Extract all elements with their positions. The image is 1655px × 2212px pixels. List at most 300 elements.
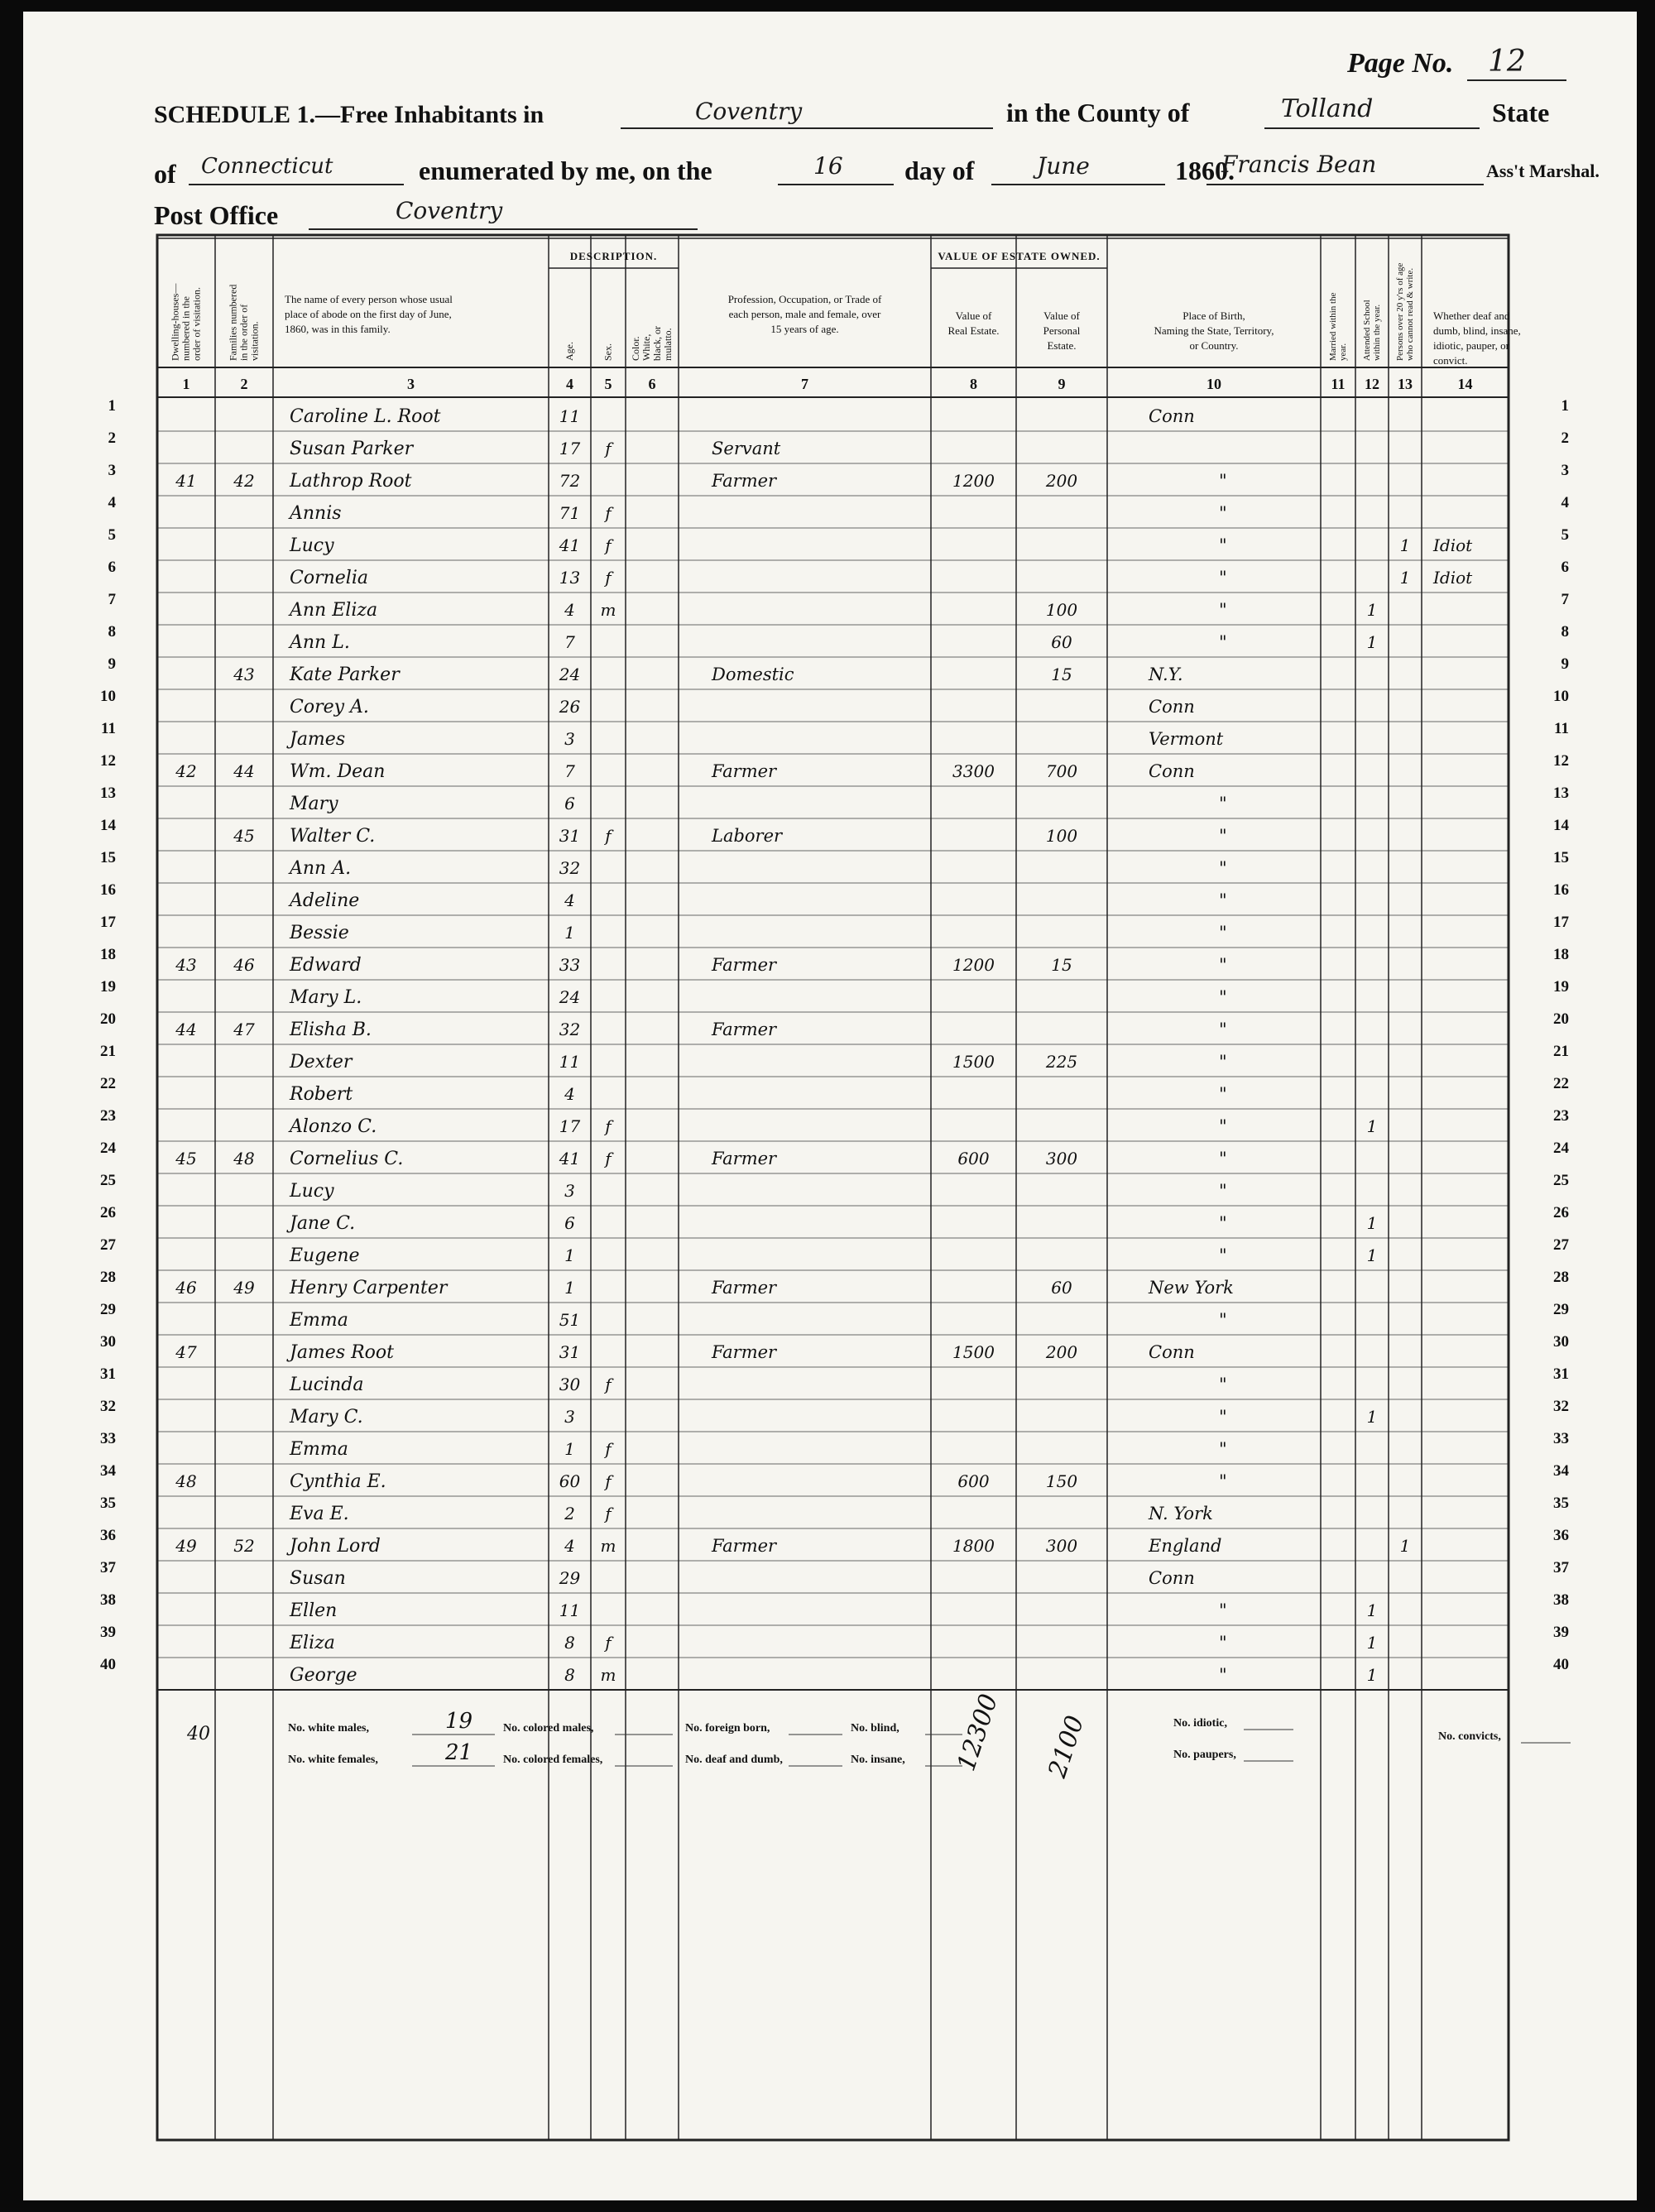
row-number-right: 37 bbox=[1553, 1559, 1569, 1576]
column-number-8: 8 bbox=[970, 376, 977, 392]
cell-birth: Conn bbox=[1149, 1568, 1195, 1588]
cell-age: 29 bbox=[559, 1568, 581, 1588]
row-number-left: 8 bbox=[108, 623, 116, 641]
row-number-left: 36 bbox=[100, 1527, 116, 1544]
row-number-left: 10 bbox=[100, 688, 116, 705]
column-number-4: 4 bbox=[566, 376, 573, 392]
page-number: 12 bbox=[1488, 45, 1526, 79]
table-row bbox=[289, 923, 1227, 943]
cell-sex: f bbox=[605, 568, 612, 588]
cell-age: 24 bbox=[559, 665, 581, 684]
cell-name: Mary C. bbox=[290, 1407, 363, 1427]
table-row bbox=[288, 632, 1377, 653]
cell-pers: 60 bbox=[1051, 1278, 1072, 1298]
row-number-right: 6 bbox=[1561, 559, 1569, 576]
column-header-5: Sex. bbox=[602, 343, 614, 361]
cell-dwell: 48 bbox=[175, 1471, 197, 1491]
town-value: Coventry bbox=[695, 98, 803, 125]
column-header-6: mulatto. bbox=[661, 328, 674, 361]
row-number-left: 12 bbox=[100, 752, 116, 770]
table-row bbox=[289, 1633, 1377, 1653]
cell-age: 11 bbox=[559, 1600, 581, 1620]
cell-cond: Idiot bbox=[1433, 535, 1473, 555]
footer-white-males: 19 bbox=[445, 1709, 473, 1734]
of-label: of bbox=[154, 159, 176, 189]
cell-name: Mary L. bbox=[290, 987, 362, 1008]
column-header-9: Estate. bbox=[1047, 339, 1077, 352]
cell-age: 6 bbox=[564, 794, 575, 813]
column-header-6: Color. bbox=[629, 336, 641, 361]
cell-birth: " bbox=[1219, 568, 1227, 588]
cell-sex: f bbox=[605, 1633, 612, 1653]
row-number-right: 14 bbox=[1553, 817, 1569, 834]
row-number-left: 11 bbox=[101, 720, 116, 737]
cell-age: 11 bbox=[559, 1052, 581, 1072]
cell-age: 32 bbox=[559, 1020, 581, 1039]
cell-school: 1 bbox=[1366, 1116, 1378, 1136]
cell-age: 31 bbox=[559, 1342, 581, 1362]
cell-name: Jane C. bbox=[290, 1213, 356, 1234]
cell-occ: Farmer bbox=[712, 955, 777, 975]
cell-birth: N.Y. bbox=[1149, 665, 1183, 684]
cell-birth: Conn bbox=[1149, 1342, 1195, 1362]
cell-name: Cornelius C. bbox=[290, 1149, 404, 1169]
cell-age: 3 bbox=[564, 729, 575, 749]
row-number-right: 26 bbox=[1553, 1204, 1569, 1221]
column-number-11: 11 bbox=[1331, 376, 1346, 392]
column-number-7: 7 bbox=[801, 376, 808, 392]
cell-name: Susan Parker bbox=[290, 439, 414, 459]
cell-name: Bessie bbox=[290, 923, 349, 943]
table-row bbox=[288, 890, 1227, 911]
cell-age: 31 bbox=[559, 826, 581, 846]
cell-sex: f bbox=[605, 1439, 612, 1459]
column-header-13: who cannot read & write. bbox=[1405, 267, 1415, 361]
cell-pers: 60 bbox=[1051, 632, 1072, 652]
cell-birth: " bbox=[1219, 632, 1227, 652]
cell-sex: f bbox=[605, 1149, 612, 1168]
table-row bbox=[289, 1504, 1213, 1524]
cell-pers: 200 bbox=[1045, 471, 1078, 491]
cell-name: Wm. Dean bbox=[290, 761, 386, 782]
cell-sex: m bbox=[600, 1536, 616, 1556]
cell-real: 1500 bbox=[952, 1052, 995, 1072]
cell-fam: 52 bbox=[233, 1536, 255, 1556]
row-number-left: 13 bbox=[100, 785, 116, 802]
column-header-14: idiotic, pauper, or bbox=[1433, 339, 1509, 352]
cell-age: 11 bbox=[559, 406, 581, 426]
footer-white-males-label: No. white males, bbox=[288, 1722, 369, 1735]
cell-occ: Laborer bbox=[712, 826, 783, 846]
cell-birth: " bbox=[1219, 923, 1227, 943]
row-number-right: 5 bbox=[1561, 526, 1569, 544]
cell-age: 1 bbox=[564, 1278, 575, 1298]
row-number-left: 6 bbox=[108, 559, 116, 576]
row-number-left: 9 bbox=[108, 655, 116, 673]
table-row bbox=[288, 600, 1377, 621]
column-header-13: Persons over 20 y'rs of age bbox=[1395, 262, 1405, 361]
cell-age: 7 bbox=[564, 632, 575, 652]
row-number-right: 8 bbox=[1561, 623, 1569, 641]
footer-personal-estate-total: 2100 bbox=[1043, 1712, 1091, 1782]
cell-name: Walter C. bbox=[290, 826, 376, 847]
row-number-left: 14 bbox=[100, 817, 116, 834]
cell-real: 3300 bbox=[952, 761, 995, 781]
cell-occ: Domestic bbox=[712, 665, 794, 684]
column-header-9: Personal bbox=[1043, 324, 1081, 337]
cell-occ: Farmer bbox=[712, 761, 777, 781]
cell-age: 72 bbox=[559, 471, 581, 491]
table-row bbox=[175, 1278, 1234, 1298]
column-header-2: Families numbered bbox=[227, 284, 239, 361]
cell-birth: " bbox=[1219, 1439, 1227, 1459]
row-number-left: 7 bbox=[108, 591, 116, 608]
footer-idiotic-label: No. idiotic, bbox=[1173, 1717, 1227, 1730]
column-number-1: 1 bbox=[182, 376, 190, 392]
column-header-14: convict. bbox=[1433, 354, 1468, 367]
table-row bbox=[175, 1020, 1226, 1040]
row-number-left: 22 bbox=[100, 1075, 116, 1092]
cell-pers: 300 bbox=[1045, 1149, 1078, 1168]
value-estate-header: VALUE OF ESTATE OWNED. bbox=[938, 250, 1101, 262]
cell-age: 41 bbox=[559, 535, 581, 555]
cell-name: Lucy bbox=[290, 535, 334, 556]
column-number-6: 6 bbox=[648, 376, 656, 392]
cell-birth: Conn bbox=[1149, 697, 1195, 717]
row-number-left: 32 bbox=[100, 1398, 116, 1415]
row-number-right: 33 bbox=[1553, 1430, 1569, 1447]
cell-name: Dexter bbox=[290, 1052, 353, 1072]
cell-age: 4 bbox=[564, 1536, 575, 1556]
row-number-right: 38 bbox=[1553, 1591, 1569, 1609]
cell-occ: Farmer bbox=[712, 1278, 777, 1298]
cell-birth: " bbox=[1219, 535, 1227, 555]
row-number-right: 35 bbox=[1553, 1495, 1569, 1512]
cell-name: Lucinda bbox=[290, 1375, 364, 1395]
cell-pers: 100 bbox=[1045, 826, 1078, 846]
cell-school: 1 bbox=[1366, 1407, 1378, 1427]
cell-dwell: 49 bbox=[175, 1536, 197, 1556]
column-number-13: 13 bbox=[1398, 376, 1413, 392]
row-number-left: 20 bbox=[100, 1010, 116, 1028]
footer-dwelling-total: 40 bbox=[187, 1724, 210, 1744]
table-row bbox=[290, 697, 1195, 717]
cell-real: 600 bbox=[957, 1149, 990, 1168]
cell-pers: 100 bbox=[1045, 600, 1078, 620]
table-rows bbox=[175, 406, 1473, 1686]
day-of-label: day of bbox=[904, 156, 975, 185]
table-row bbox=[233, 826, 1226, 847]
table-row bbox=[175, 761, 1194, 782]
cell-birth: " bbox=[1219, 1245, 1227, 1265]
row-number-left: 18 bbox=[100, 946, 116, 963]
column-header-10: Naming the State, Territory, bbox=[1154, 324, 1274, 337]
row-number-left: 21 bbox=[100, 1043, 116, 1060]
table-row bbox=[289, 794, 1227, 814]
row-number-right: 36 bbox=[1553, 1527, 1569, 1544]
row-number-left: 28 bbox=[100, 1269, 116, 1286]
state-value: Connecticut bbox=[201, 154, 333, 179]
cell-age: 8 bbox=[564, 1665, 575, 1685]
row-number-right: 28 bbox=[1553, 1269, 1569, 1286]
cell-name: Ann L. bbox=[290, 632, 350, 653]
cell-sex: f bbox=[605, 1375, 612, 1394]
month-value: June bbox=[1037, 152, 1090, 180]
column-header-8: Real Estate. bbox=[947, 324, 1000, 337]
footer-colored-females-label: No. colored females, bbox=[503, 1754, 603, 1766]
table-row bbox=[289, 1245, 1377, 1266]
cell-name: Caroline L. Root bbox=[290, 406, 441, 427]
cell-name: Ann Eliza bbox=[290, 600, 378, 621]
cell-age: 1 bbox=[564, 1439, 575, 1459]
column-number-12: 12 bbox=[1365, 376, 1379, 392]
cell-age: 1 bbox=[564, 923, 575, 943]
column-number-5: 5 bbox=[604, 376, 612, 392]
row-number-left: 33 bbox=[100, 1430, 116, 1447]
row-number-left: 17 bbox=[100, 914, 116, 931]
row-number-left: 4 bbox=[108, 494, 116, 511]
table-row bbox=[290, 1568, 1195, 1589]
cell-sex: f bbox=[605, 439, 612, 458]
cell-name: Robert bbox=[290, 1084, 353, 1105]
row-number-left: 34 bbox=[100, 1462, 116, 1480]
footer-white-females-label: No. white females, bbox=[288, 1754, 378, 1766]
cell-name: Cynthia E. bbox=[290, 1471, 386, 1492]
row-number-right: 16 bbox=[1553, 881, 1569, 899]
cell-name: Corey A. bbox=[290, 697, 369, 717]
cell-occ: Farmer bbox=[712, 1536, 777, 1556]
column-header-7: each person, male and female, over bbox=[728, 308, 881, 320]
table-row bbox=[290, 406, 1195, 427]
cell-dwell: 45 bbox=[175, 1149, 197, 1168]
cell-name: Mary bbox=[290, 794, 338, 814]
cell-school: 1 bbox=[1366, 1245, 1378, 1265]
row-number-left: 5 bbox=[108, 526, 116, 544]
table-row bbox=[288, 1116, 1377, 1137]
table-row bbox=[175, 1536, 1410, 1557]
cell-birth: " bbox=[1219, 826, 1227, 846]
cell-pers: 225 bbox=[1045, 1052, 1078, 1072]
cell-name: Eliza bbox=[290, 1633, 335, 1653]
table-row bbox=[175, 1471, 1226, 1492]
cell-birth: " bbox=[1219, 1213, 1227, 1233]
table-row bbox=[289, 1052, 1227, 1072]
row-number-right: 40 bbox=[1553, 1656, 1569, 1673]
row-number-right: 11 bbox=[1554, 720, 1569, 737]
footer-blind-label: No. blind, bbox=[851, 1722, 899, 1735]
column-header-10: Place of Birth, bbox=[1182, 309, 1245, 322]
table-row bbox=[290, 1665, 1377, 1686]
row-number-right: 23 bbox=[1553, 1107, 1569, 1125]
cell-real: 1800 bbox=[952, 1536, 995, 1556]
cell-school: 1 bbox=[1366, 1213, 1378, 1233]
row-number-right: 3 bbox=[1561, 462, 1569, 479]
cell-birth: " bbox=[1219, 1471, 1227, 1491]
cell-age: 26 bbox=[559, 697, 581, 717]
cell-birth: " bbox=[1219, 503, 1227, 523]
row-number-right: 39 bbox=[1553, 1624, 1569, 1641]
table-row bbox=[175, 471, 1226, 492]
table-row bbox=[290, 439, 781, 459]
cell-fam: 49 bbox=[233, 1278, 255, 1298]
table-row bbox=[290, 568, 1473, 588]
row-number-right: 2 bbox=[1561, 429, 1569, 447]
table-row bbox=[286, 1213, 1377, 1234]
cell-birth: " bbox=[1219, 600, 1227, 620]
footer-white-females: 21 bbox=[445, 1740, 473, 1765]
row-number-left: 19 bbox=[100, 978, 116, 996]
county-value: Tolland bbox=[1281, 94, 1374, 123]
cell-age: 17 bbox=[559, 1116, 581, 1136]
cell-birth: " bbox=[1219, 1633, 1227, 1653]
cell-age: 41 bbox=[559, 1149, 581, 1168]
row-number-left: 24 bbox=[100, 1140, 116, 1157]
row-number-right: 21 bbox=[1553, 1043, 1569, 1060]
column-header-12: within the year. bbox=[1372, 304, 1382, 361]
cell-school: 1 bbox=[1366, 600, 1378, 620]
column-header-6: White, bbox=[640, 333, 652, 361]
column-header-9: Value of bbox=[1043, 309, 1080, 322]
table-row bbox=[286, 729, 1224, 750]
row-number-left: 25 bbox=[100, 1172, 116, 1189]
cell-school: 1 bbox=[1366, 1600, 1378, 1620]
cell-age: 13 bbox=[559, 568, 581, 588]
column-header-6: black, or bbox=[650, 326, 663, 361]
row-number-right: 4 bbox=[1561, 494, 1569, 511]
row-number-left: 38 bbox=[100, 1591, 116, 1609]
cell-dwell: 43 bbox=[175, 955, 197, 975]
table-border bbox=[157, 235, 1509, 2140]
row-number-left: 23 bbox=[100, 1107, 116, 1125]
cell-pers: 150 bbox=[1045, 1471, 1078, 1491]
cell-fam: 48 bbox=[233, 1149, 255, 1168]
row-number-right: 30 bbox=[1553, 1333, 1569, 1351]
table-row bbox=[288, 503, 1227, 524]
cell-school: 1 bbox=[1366, 1665, 1378, 1685]
cell-birth: " bbox=[1219, 955, 1227, 975]
cell-occ: Farmer bbox=[712, 1149, 777, 1168]
cell-birth: " bbox=[1219, 471, 1227, 491]
cell-birth: " bbox=[1219, 1020, 1227, 1039]
marshal-value: Francis Bean bbox=[1221, 151, 1377, 178]
cell-age: 3 bbox=[564, 1181, 575, 1201]
column-header-11: year. bbox=[1338, 343, 1348, 361]
row-number-right: 15 bbox=[1553, 849, 1569, 866]
table-row bbox=[288, 858, 1227, 879]
cell-birth: " bbox=[1219, 1084, 1227, 1104]
row-number-right: 17 bbox=[1553, 914, 1569, 931]
table-row bbox=[289, 1375, 1227, 1395]
cell-fam: 47 bbox=[233, 1020, 255, 1039]
cell-birth: " bbox=[1219, 1600, 1227, 1620]
column-header-3: place of abode on the first day of June, bbox=[285, 308, 452, 320]
cell-sex: f bbox=[605, 1504, 612, 1523]
cell-birth: Vermont bbox=[1149, 729, 1224, 749]
cell-name: Eugene bbox=[290, 1245, 360, 1266]
census-sheet bbox=[23, 12, 1637, 2200]
row-number-right: 29 bbox=[1553, 1301, 1569, 1318]
cell-age: 24 bbox=[559, 987, 581, 1007]
description-header: DESCRIPTION. bbox=[569, 250, 658, 262]
cell-birth: " bbox=[1219, 987, 1227, 1007]
cell-pers: 300 bbox=[1045, 1536, 1078, 1556]
cell-name: Adeline bbox=[290, 890, 360, 911]
cell-name: Emma bbox=[290, 1439, 348, 1460]
row-number-right: 7 bbox=[1561, 591, 1569, 608]
cell-birth: N. York bbox=[1149, 1504, 1213, 1523]
table-row bbox=[289, 1310, 1227, 1331]
cell-occ: Farmer bbox=[712, 471, 777, 491]
state-label: State bbox=[1492, 98, 1550, 127]
table-row bbox=[289, 1439, 1227, 1460]
cell-fam: 43 bbox=[233, 665, 255, 684]
table-row bbox=[289, 535, 1473, 556]
cell-birth: England bbox=[1149, 1536, 1222, 1556]
row-number-right: 19 bbox=[1553, 978, 1569, 996]
cell-birth: New York bbox=[1149, 1278, 1234, 1298]
table-row bbox=[289, 1407, 1377, 1427]
row-number-right: 31 bbox=[1553, 1365, 1569, 1383]
schedule-label: SCHEDULE 1.—Free Inhabitants in bbox=[154, 101, 544, 128]
day-value: 16 bbox=[813, 152, 843, 180]
table-row bbox=[289, 1084, 1227, 1105]
cell-name: George bbox=[290, 1665, 357, 1686]
cell-age: 33 bbox=[559, 955, 581, 975]
row-number-left: 16 bbox=[100, 881, 116, 899]
row-number-left: 40 bbox=[100, 1656, 116, 1673]
cell-illit: 1 bbox=[1399, 1536, 1411, 1556]
row-number-left: 35 bbox=[100, 1495, 116, 1512]
table-grid bbox=[157, 235, 1509, 2140]
cell-age: 7 bbox=[564, 761, 575, 781]
cell-name: Ann A. bbox=[290, 858, 352, 879]
row-number-right: 32 bbox=[1553, 1398, 1569, 1415]
county-label: in the County of bbox=[1006, 98, 1190, 127]
cell-pers: 700 bbox=[1045, 761, 1078, 781]
cell-cond: Idiot bbox=[1433, 568, 1473, 588]
column-number-3: 3 bbox=[407, 376, 415, 392]
cell-real: 600 bbox=[957, 1471, 990, 1491]
cell-birth: " bbox=[1219, 1149, 1227, 1168]
cell-name: Cornelia bbox=[290, 568, 368, 588]
cell-name: James bbox=[290, 729, 346, 750]
cell-sex: f bbox=[605, 826, 612, 846]
cell-birth: " bbox=[1219, 858, 1227, 878]
cell-fam: 42 bbox=[233, 471, 255, 491]
cell-birth: " bbox=[1219, 890, 1227, 910]
row-number-right: 20 bbox=[1553, 1010, 1569, 1028]
cell-birth: " bbox=[1219, 1310, 1227, 1330]
cell-sex: f bbox=[605, 535, 612, 555]
column-number-2: 2 bbox=[240, 376, 248, 392]
row-number-right: 24 bbox=[1553, 1140, 1569, 1157]
row-number-left: 15 bbox=[100, 849, 116, 866]
cell-sex: f bbox=[605, 503, 612, 523]
column-header-2: in the order of bbox=[237, 304, 250, 361]
row-number-right: 25 bbox=[1553, 1172, 1569, 1189]
column-header-1: order of visitation. bbox=[190, 287, 203, 361]
cell-pers: 15 bbox=[1051, 665, 1072, 684]
column-header-1: numbered in the bbox=[180, 296, 192, 361]
column-header-11: Married within the bbox=[1328, 292, 1338, 361]
footer-foreign-born-label: No. foreign born, bbox=[685, 1722, 770, 1735]
footer-convicts-label: No. convicts, bbox=[1438, 1730, 1501, 1743]
cell-age: 2 bbox=[564, 1504, 575, 1523]
table-row bbox=[175, 1149, 1226, 1169]
cell-illit: 1 bbox=[1399, 568, 1411, 588]
cell-age: 4 bbox=[564, 1084, 575, 1104]
table-row bbox=[289, 987, 1227, 1008]
